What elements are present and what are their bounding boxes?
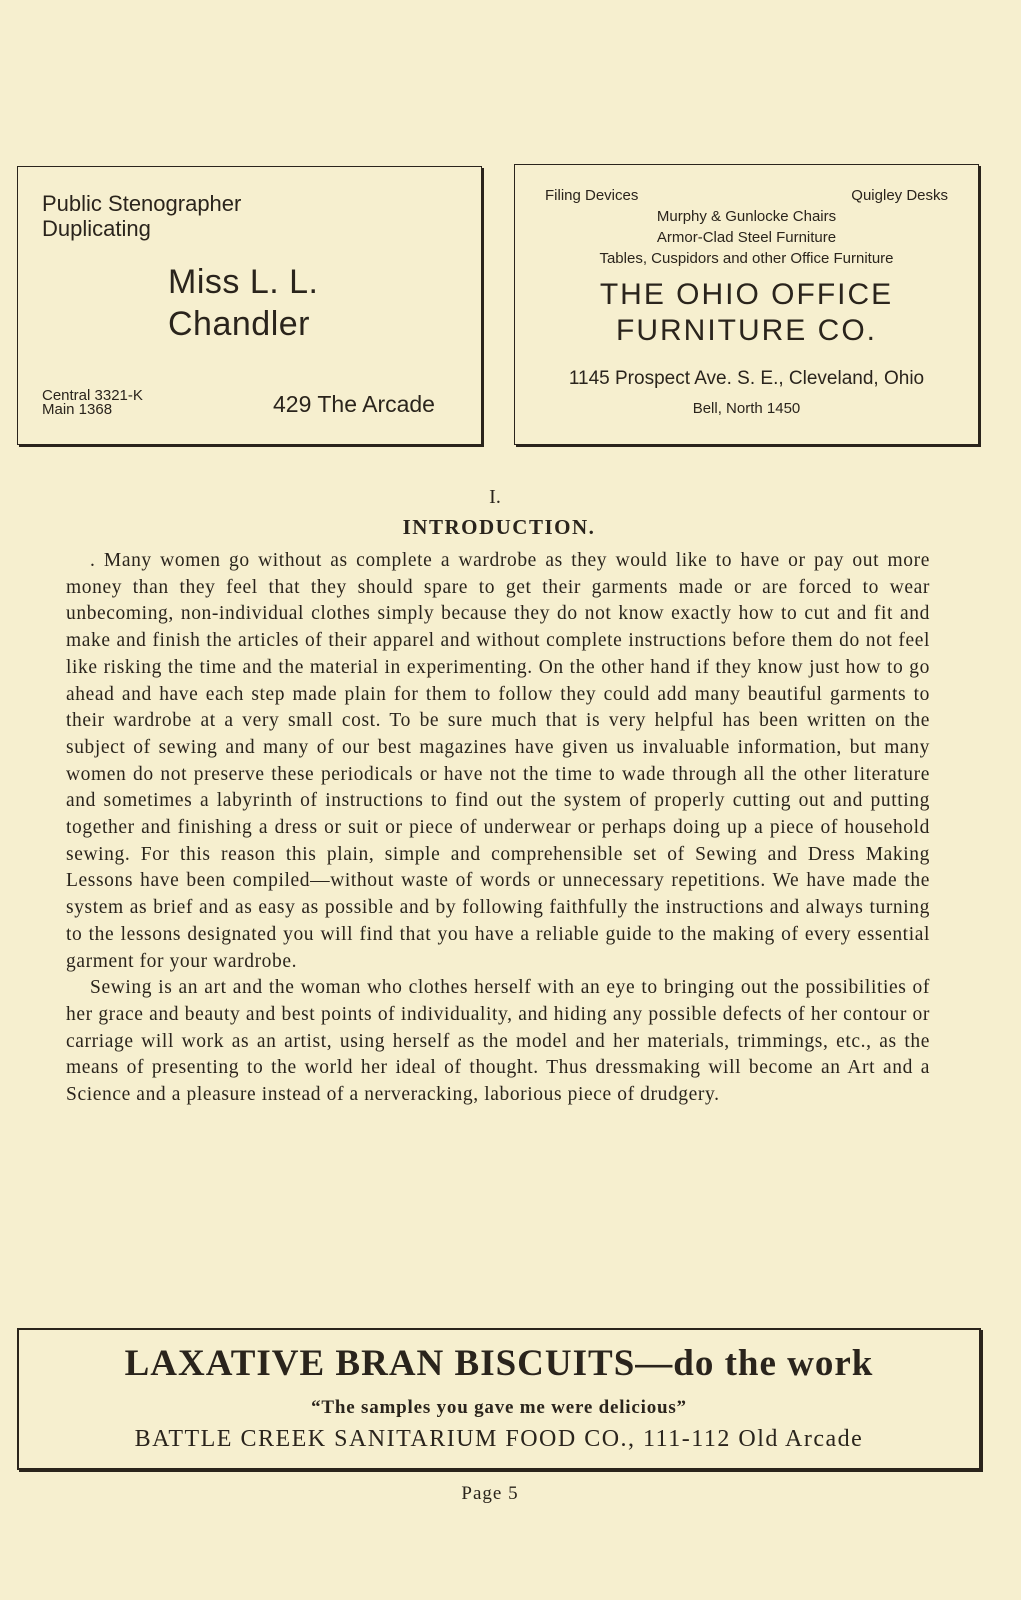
bran-testimonial: “The samples you gave me were delicious” — [311, 1397, 687, 1418]
ohio-address: 1145 Prospect Ave. S. E., Cleveland, Ohio — [568, 368, 925, 389]
chandler-service-line-2: Duplicating — [42, 216, 151, 241]
ohio-item-filing-devices: Filing Devices — [545, 187, 639, 204]
chandler-phone-2: Main 1368 — [42, 401, 113, 418]
bran-company: BATTLE CREEK SANITARIUM FOOD CO., 111-112 Old Arcade — [134, 1426, 864, 1452]
chandler-phone-1: Central 3321-K — [42, 387, 143, 404]
bran-biscuits-advertisement — [17, 1328, 981, 1470]
chandler-name-line-1: Miss L. L. — [168, 263, 319, 301]
bran-headline: LAXATIVE BRAN BISCUITS—do the work — [124, 1343, 874, 1384]
chandler-service-line-1: Public Stenographer — [42, 191, 242, 216]
ohio-item-tables: Tables, Cuspidors and other Office Furniture — [599, 250, 894, 267]
ohio-phone: Bell, North 1450 — [692, 400, 801, 417]
ohio-office-furniture-advertisement — [514, 164, 979, 445]
introduction-paragraph-2: Sewing is an art and the woman who clothes herself with an eye to bringing out the possibilities of her grace and beauty and best points of individuality, and hiding any possible defects of her contour or carriage will work as an artist, using herself as the model and her materials, trimmings, etc., as the means of presenting to the world her ideal of thought. Thus dressmaking will become an Art and a Science and a pleasure instead of a nerveracking, laborious piece of drudgery. — [66, 977, 930, 1106]
ohio-company-name-line-1: THE OHIO OFFICE — [599, 278, 894, 311]
ohio-item-chairs: Murphy & Gunlocke Chairs — [656, 208, 837, 225]
chapter-title: INTRODUCTION. — [402, 515, 596, 539]
ohio-company-name-line-2: FURNITURE CO. — [616, 314, 877, 347]
ohio-item-quigley-desks: Quigley Desks — [851, 187, 948, 204]
introduction-body — [66, 548, 930, 1109]
ohio-item-steel-furniture: Armor-Clad Steel Furniture — [656, 229, 837, 246]
chandler-address: 429 The Arcade — [273, 391, 435, 417]
introduction-paragraph-1: . Many women go without as complete a wardrobe as they would like to have or pay out more money than they feel that they should spare to get their garments made or are forced to wear unbecoming, non-individual clothes simply because they do not know exactly how to cut and fit and make and finish the articles of their apparel and without complete instructions before them do not feel like risking the time and the material in experimenting. On the other hand if they know just how to go ahead and have each step made plain for them to follow they could add many beautiful garments to their wardrobe at a very small cost. To be sure much that is very helpful has been written on the subject of sewing and many of our best magazines have given us invaluable information, but many women do not preserve these periodicals or have not the time to wade through all the other literature and sometimes a labyrinth of instructions to find out the system of properly cutting out and putting together and finishing a dress or suit or piece of underwear or perhaps doing up a piece of household sewing. For this reason this plain, simple and comprehensible set of Sewing and Dress Making Lessons have been compiled—without waste of words or unnecessary repetitions. We have made the system as brief and as easy as possible and by following faithfully the instructions and always turning to the lessons designated you will find that you have a reliable guide to the making of every essential garment for your wardrobe. — [66, 550, 930, 972]
chapter-number: I. — [489, 486, 501, 508]
page-number: Page 5 — [461, 1483, 519, 1504]
chandler-name-line-2: Chandler — [168, 305, 310, 343]
chandler-advertisement — [17, 166, 482, 445]
